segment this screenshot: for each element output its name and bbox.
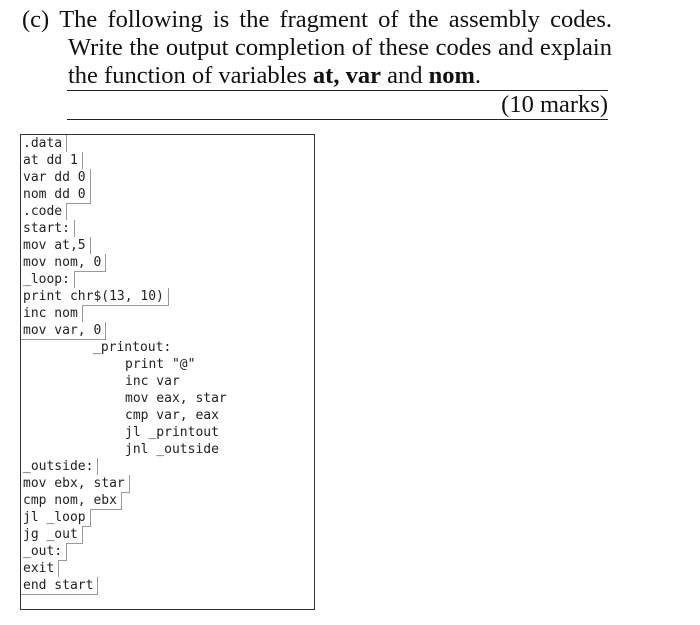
code-line: end start [21,577,98,595]
code-line: nom dd 0 [21,186,91,204]
variable-nom: nom [428,62,475,89]
code-line: jnl _outside [125,442,219,457]
code-line: mov nom, 0 [21,254,106,272]
code-line: cmp nom, ebx [21,492,122,510]
question-line-1 [22,6,612,34]
code-line: mov ebx, star [21,475,130,493]
marks-label: (10 marks) [501,91,608,118]
code-line: jl _loop [21,509,91,527]
code-listing [20,134,315,610]
question-line-2: Write the output completion of these codes and explain [68,34,612,61]
question-line-3 [22,62,612,90]
code-line: var dd 0 [21,169,91,187]
code-line: print chr$(13, 10) [21,288,169,306]
code-line: mov eax, star [125,391,227,406]
code-line: jg _out [21,526,83,544]
variables-at-var: at, var [312,62,381,89]
code-line: inc var [125,374,180,389]
code-line: _printout: [93,340,172,355]
code-line: .code [21,203,67,221]
answer-line-2 [67,119,608,120]
code-line: _loop: [21,271,75,289]
code-line: print "@" [125,357,196,372]
code-line: start: [21,220,75,238]
question-label: (c) [22,6,50,33]
code-line: inc nom [21,305,83,323]
question-line-3-mid: and [380,62,429,89]
code-line: mov var, 0 [21,322,106,340]
question-text [22,6,612,90]
code-line: _out: [21,543,67,561]
code-line: _outside: [21,458,98,476]
code-line: exit [21,560,59,578]
code-line: cmp var, eax [125,408,219,423]
code-line: .data [21,135,67,153]
question-line-3-prefix: the function of variables [68,62,313,89]
code-line: jl _printout [125,425,219,440]
question-line-1-text: The following is the fragment of the assembly codes. [59,6,612,33]
code-line: at dd 1 [21,152,83,170]
code-line: mov at,5 [21,237,91,255]
question-line-3-end: . [474,62,482,89]
